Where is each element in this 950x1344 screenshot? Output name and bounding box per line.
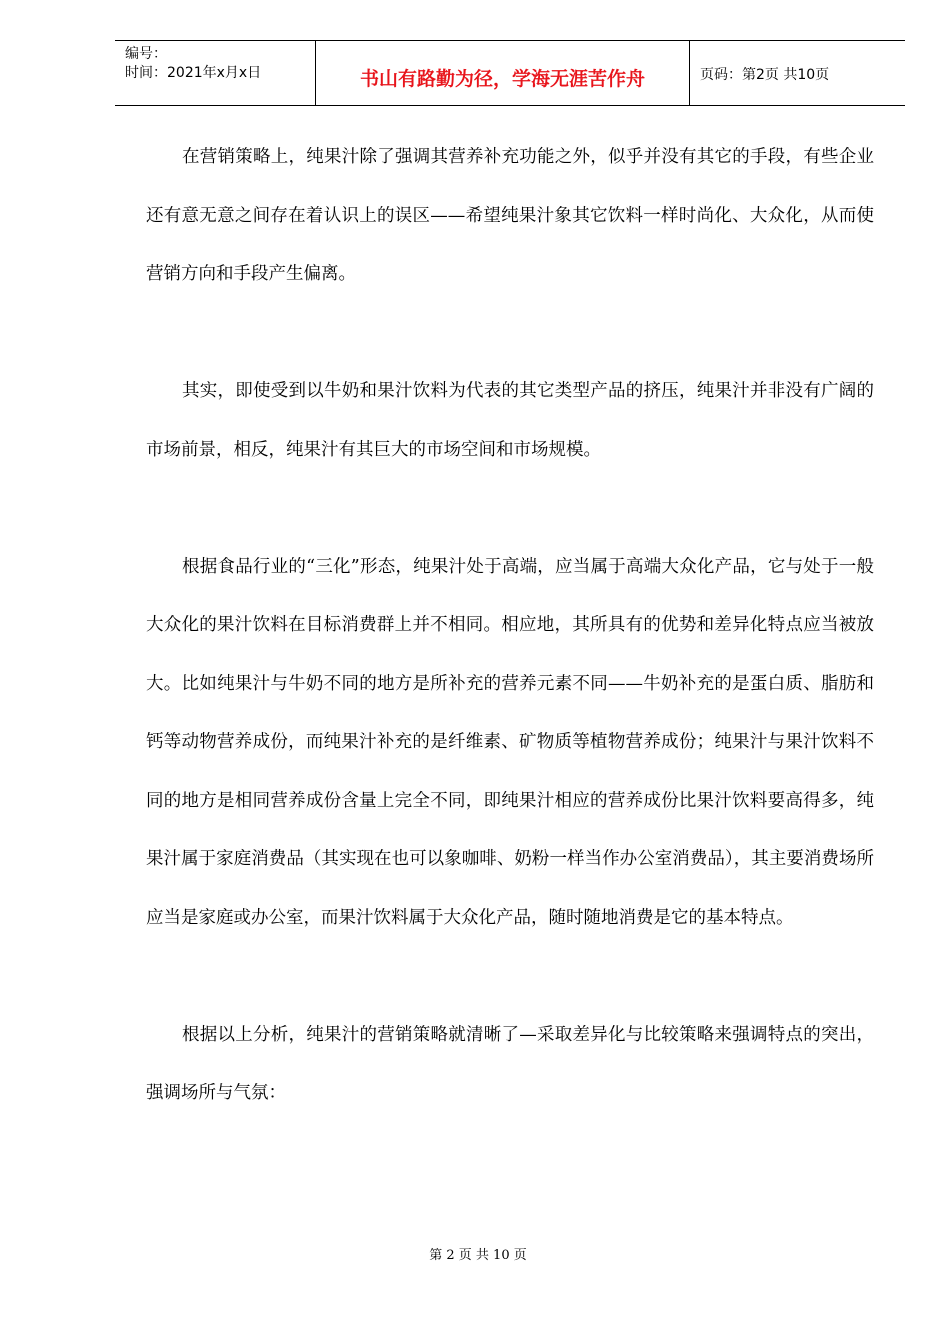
body-paragraph: 根据食品行业的“三化”形态，纯果汁处于高端，应当属于高端大众化产品，它与处于一般大众化的果汁饮料在目标消费群上并不相同。相应地，其所具有的优势和差异化特点应当被放大。比如纯果汁与牛奶不同的地方是所补充的营养元素不同——牛奶补充的是蛋白质、脂肪和钙等动物营养成份，而纯果汁补充的是纤维素、矿物质等植物营养成份；纯果汁与果汁饮料不同的地方是相同营养成份含量上完全不同，即纯果汁相应的营养成份比果汁饮料要高得多，纯果汁属于家庭消费品（其实现在也可以象咖啡、奶粉一样当作办公室消费品），其主要消费场所应当是家庭或办公室，而果汁饮料属于大众化产品，随时随地消费是它的基本特点。 [146, 556, 874, 928]
document-number-label: 编号： [125, 46, 167, 62]
body-paragraph: 在营销策略上，纯果汁除了强调其营养补充功能之外，似乎并没有其它的手段，有些企业还有意无意之间存在着认识上的误区——希望纯果汁象其它饮料一样时尚化、大众化，从而使营销方向和手段产生偏离。 [146, 147, 874, 284]
body-paragraph: 其实，即使受到以牛奶和果汁饮料为代表的其它类型产品的挤压，纯果汁并非没有广阔的市场前景，相反，纯果汁有其巨大的市场空间和市场规模。 [146, 381, 874, 460]
document-date-label: 时间：2021年x月x日 [125, 65, 262, 81]
page-header [115, 40, 905, 106]
body-paragraph: 根据以上分析，纯果汁的营销策略就清晰了—采取差异化与比较策略来强调特点的突出，强调场所与气氛： [146, 1024, 874, 1103]
header-page-info: 页码：第2页 共10页 [700, 67, 830, 83]
document-body [146, 128, 874, 1123]
page-footer: 第 2 页 共 10 页 [429, 1248, 527, 1263]
header-page-cell [690, 41, 905, 105]
header-motto: 书山有路勤为径，学海无涯苦作舟 [359, 68, 645, 90]
header-info-cell [115, 41, 316, 105]
header-motto-cell [316, 41, 690, 105]
